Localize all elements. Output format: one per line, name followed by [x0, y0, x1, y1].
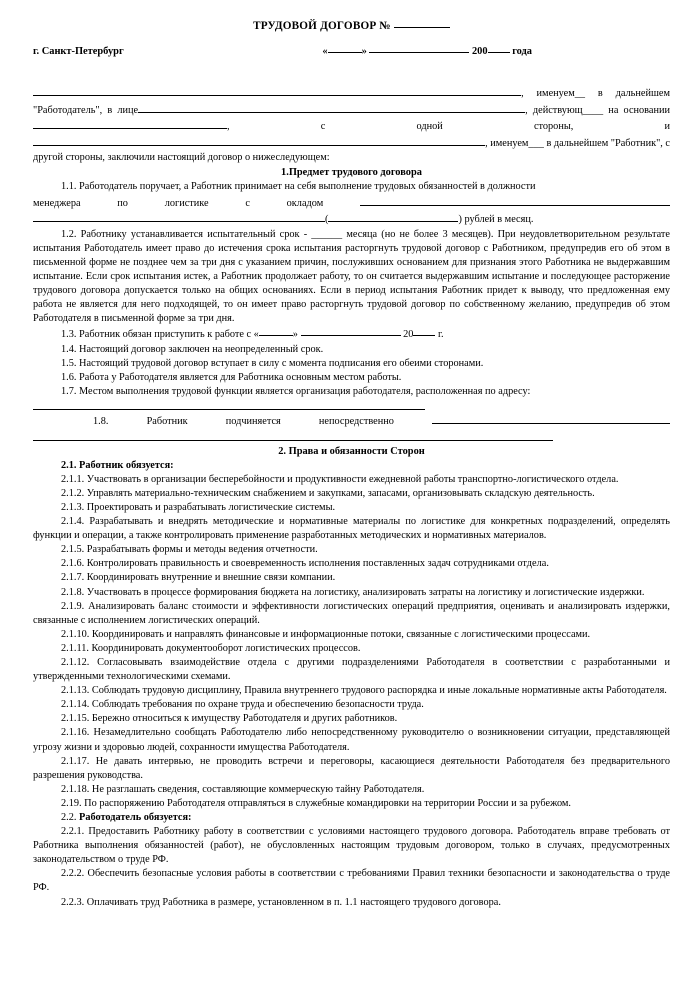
start-date-month-blank[interactable]: [301, 326, 401, 336]
clause-1-8-word-3: непосредственно: [318, 415, 394, 427]
supervisor-blank-second-line[interactable]: [33, 430, 553, 441]
preamble-word-s: с: [320, 121, 326, 133]
list-item: 2.1.15. Бережно относиться к имуществу Работодателя и других работников.: [61, 713, 398, 725]
clause-1-3-lead: 1.3. Работник обязан приступить к работе с «: [61, 329, 259, 341]
clause-1-2: 1.2. Работнику устанавливается испытательный срок - ______ месяца (но не более 3 месяцев). При неудовлетворительном результате испытания Работодатель имеет право до истечения срока испытания расторгнуть трудовой договор с Работником, предупредив его об этом в письменной форме не позднее чем за три дня с указанием причин, послуживших основанием для признания этого Работника не выдержавшим испытание. Если срок испытания истек, а Работник продолжает работу, то он считается выдержавшим испытание и последующее расторжение трудового договора допускается только на общих основаниях. Если в период испытания Работник придет к выводу, что предложенная ему работа не является для него подходящей, то он имеет право расторгнуть трудовой договор по собственному желанию, предупредив об этом Работодателя в письменной форме за три дня.: [33, 228, 670, 325]
subsection-2-1-heading: [33, 459, 670, 473]
list-item: 2.1.4. Разрабатывать и внедрять методические и нормативные материалы по логистике для конкретных подразделений, определять функции и операции, а также контролировать применение разработанных методических и нормативных материалов.: [33, 516, 670, 542]
employer-name-blank[interactable]: [33, 85, 521, 96]
document-title-text: ТРУДОВОЙ ДОГОВОР №: [253, 20, 391, 32]
list-item: 2.2.2. Обеспечить безопасные условия работы в соответствии с требованиями Правил техники безопасности и законодательства о труде РФ.: [33, 868, 670, 894]
preamble-line-4-tail: , именуем___ в дальнейшем "Работник", с: [485, 137, 670, 149]
section-2-heading: 2. Права и обязанности Сторон: [278, 445, 425, 457]
list-item: 2.1.5. Разрабатывать формы и методы ведения отчетности.: [61, 544, 318, 556]
preamble-line-1-tail: , именуем__ в дальнейшем: [521, 88, 670, 99]
salary-amount-blank[interactable]: [360, 195, 670, 206]
preamble-word-storony: стороны,: [533, 121, 574, 133]
employer-quoted-label: "Работодатель", в лице: [33, 104, 139, 116]
clause-1-3-quote-close: »: [292, 329, 298, 341]
date-year-prefix: 200: [471, 46, 488, 57]
supervisor-blank[interactable]: [432, 413, 670, 424]
list-item: 2.1.18. Не разглашать сведения, составляющие коммерческую тайну Работодателя.: [61, 783, 425, 795]
clause-1-6: 1.6. Работа у Работодателя является для Работника основным местом работы.: [61, 371, 402, 383]
list-item: 2.1.6. Контролировать правильность и своевременность исполнения поставленных задач сотрудниками отдела.: [61, 558, 549, 570]
employer-obligations-list: [33, 825, 670, 910]
clause-1-3: [33, 326, 670, 342]
clause-1-8-word-1: Работник: [146, 415, 188, 427]
employee-obligations-list: [33, 473, 670, 811]
clause-1-8-number: 1.8.: [93, 415, 109, 427]
list-item: 2.1.9. Анализировать баланс стоимости и эффективности логистических операций предприятия, оценивать и анализировать издержки, связанные с исполнением логистических операций.: [33, 600, 670, 626]
preamble-line-5: другой стороны, заключили настоящий договор о нижеследующем:: [33, 152, 330, 164]
clause-1-1-tail: ) рублей в месяц.: [458, 214, 534, 226]
preamble-line-3-comma: ,: [227, 121, 230, 133]
list-item: 2.1.7. Координировать внутренние и внешние связи компании.: [61, 572, 336, 584]
preamble-word-odnoj: одной: [416, 121, 443, 133]
clause-1-1-lead: 1.1. Работодатель поручает, а Работник принимает на себя выполнение трудовых обязанностей в должности: [61, 181, 536, 193]
contract-date: [322, 43, 532, 59]
spacer-after-header: [33, 59, 670, 85]
list-item: 2.1.10. Координировать и направлять финансовые и информационные потоки, связанные с логистическими процессами.: [61, 628, 591, 640]
contract-number-blank[interactable]: [394, 18, 450, 28]
date-year-blank[interactable]: [488, 43, 510, 53]
clause-1-5: 1.5. Настоящий трудовой договор вступает в силу с момента подписания его обеими сторонами.: [61, 357, 484, 369]
subsection-2-2-number: 2.2.: [61, 812, 77, 823]
clause-1-8-word-2: подчиняется: [225, 415, 281, 427]
list-item: 2.1.17. Не давать интервью, не проводить встречи и переговоры, касающиеся деятельности Работодателя без предварительного разрешения руководства.: [33, 755, 670, 781]
clause-1-3-year: 20: [403, 329, 414, 341]
list-item: 2.1.3. Проектировать и разрабатывать логистические системы.: [61, 501, 336, 513]
clause-1-1-salary-line: [33, 195, 670, 212]
clause-1-3-tail: г.: [437, 329, 444, 341]
workplace-address-blank-row: [33, 399, 670, 413]
preamble-line-4: [33, 135, 670, 152]
date-month-blank[interactable]: [369, 43, 469, 53]
date-day-blank[interactable]: [328, 43, 362, 53]
clause-1-8-continuation-row: [33, 430, 670, 444]
start-date-year-blank[interactable]: [413, 326, 435, 336]
date-suffix: года: [512, 46, 532, 57]
preamble-line-1: [33, 85, 670, 102]
start-date-day-blank[interactable]: [259, 326, 293, 336]
position-word-2: по: [117, 197, 128, 209]
list-item: 2.1.12. Согласовывать взаимодействие отдела с другими подразделениями Работодателя в соответствии с разработанными и утвержденными технологическими схемами.: [33, 656, 670, 683]
clause-1-4: 1.4. Настоящий договор заключен на неопределенный срок.: [61, 343, 324, 355]
subsection-2-2-heading: [33, 811, 670, 825]
clause-1-7: 1.7. Местом выполнения трудовой функции является организация работодателя, расположенная по адресу:: [61, 385, 531, 397]
list-item: 2.1.1. Участвовать в организации бесперебойности и продуктивности ежедневной работы транспортно-логистического отдела.: [61, 473, 619, 485]
date-quote-open: «: [322, 46, 328, 57]
list-item: 2.1.13. Соблюдать трудовую дисциплину, Правила внутреннего трудового распорядка и иные локальные нормативные акты Работодателя.: [61, 685, 667, 697]
employer-representative-blank[interactable]: [138, 102, 525, 113]
position-word-1: менеджера: [33, 197, 81, 209]
list-item: 2.1.2. Управлять материально-техническим снабжением и закупками, запасами, организовывать складскую деятельность.: [61, 487, 595, 499]
preamble-word-i: и: [664, 121, 671, 133]
preamble-line-2-tail: , действующ____ на основании: [525, 104, 670, 116]
salary-words-blank-inner[interactable]: [328, 211, 458, 222]
position-word-3: логистике: [164, 197, 209, 209]
salary-paren-open: (: [325, 214, 329, 226]
subsection-2-2-label: Работодатель обязуется:: [79, 812, 192, 823]
position-word-4: с: [245, 197, 250, 209]
date-quote-close: »: [361, 46, 367, 57]
basis-document-blank[interactable]: [33, 118, 227, 129]
salary-words-blank-left[interactable]: [33, 211, 325, 222]
section-1-heading: 1.Предмет трудового договора: [281, 167, 422, 179]
list-item: 2.1.11. Координировать документооборот логистических процессов.: [61, 642, 361, 654]
list-item: 2.19. По распоряжению Работодателя отправляться в служебные командировки на территории России и за рубежом.: [61, 797, 572, 809]
place-and-date-row: [33, 43, 670, 59]
clause-1-1-salary-words-line: [33, 211, 670, 228]
preamble-line-2: [33, 102, 670, 119]
list-item: 2.1.16. Незамедлительно сообщать Работодателю либо непосредственному руководителю о возникновении ситуации, представляющей угрозу жизни и здоровью людей, сохранности имущества Работодателя.: [33, 727, 670, 753]
list-item: 2.2.3. Оплачивать труд Работника в размере, установленном в п. 1.1 настоящего трудового договора.: [61, 896, 501, 908]
preamble-line-3: [33, 118, 670, 135]
position-word-5: окладом: [286, 197, 324, 209]
subsection-2-1-label: Работник обязуется:: [79, 459, 174, 471]
list-item: 2.2.1. Предоставить Работнику работу в соответствии с условиями настоящего трудового договора. Работодатель вправе требовать от Работника выполнения обязанностей (работ), не обусловленных настоящим трудовым договором, только в случаях, предусмотренных законодательством о труде РФ.: [33, 826, 670, 866]
clause-1-8-line: [33, 413, 670, 430]
list-item: 2.1.14. Соблюдать требования по охране труда и обеспечению безопасности труда.: [61, 699, 424, 711]
city-label: г. Санкт-Петербург: [33, 46, 124, 57]
employee-name-blank[interactable]: [33, 135, 485, 146]
document-title: [33, 18, 670, 34]
list-item: 2.1.8. Участвовать в процессе формирования бюджета на логистику, анализировать затраты на логистику и логистические издержки.: [61, 586, 645, 598]
subsection-2-1-number: 2.1.: [61, 459, 77, 471]
workplace-address-blank[interactable]: [33, 399, 425, 410]
